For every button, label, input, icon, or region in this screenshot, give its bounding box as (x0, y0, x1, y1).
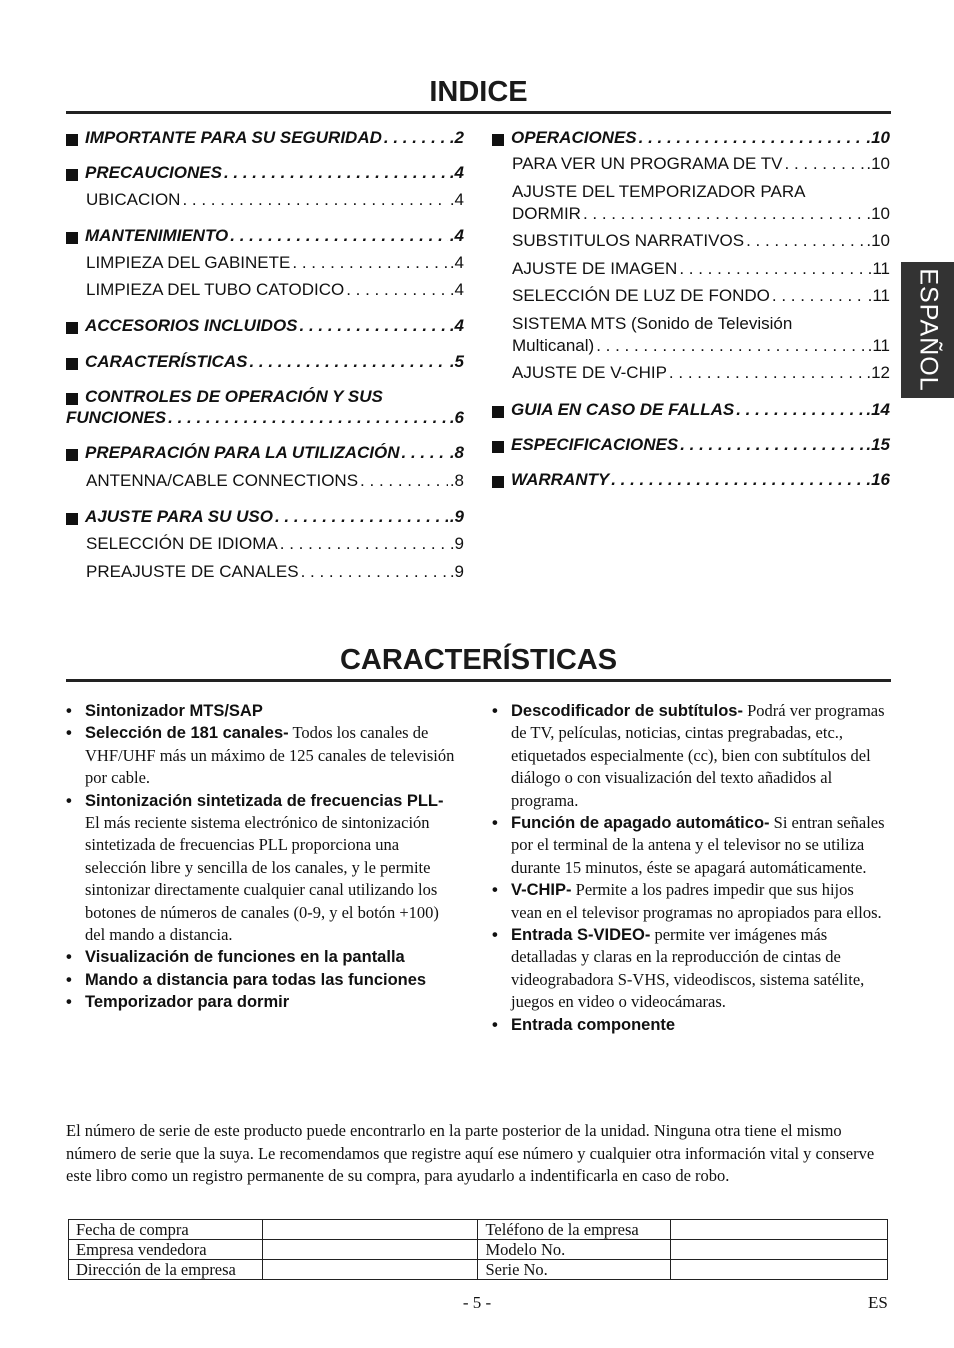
toc-entry-label: CARACTERÍSTICAS (85, 352, 248, 371)
feature-item (492, 879, 887, 924)
feature-description: Podrá ver programas de TV, películas, noticias, cintas pregrabadas, etc., etiquetados especialmente (cc), bien con subtítulos del diálogo o con visualización del texto añadidos al programa. (511, 701, 885, 810)
square-bullet-icon (492, 134, 504, 146)
toc-entry (512, 231, 890, 251)
toc-entry (66, 408, 464, 428)
toc-leader-dots (679, 259, 865, 279)
toc-leader-dots (596, 336, 865, 356)
toc-leader-dots (746, 231, 864, 251)
toc-entry-page: .8 (449, 471, 464, 490)
feature-description: Todos los canales de VHF/UHF más un máximo de 125 canales de televisión por cable. (85, 723, 455, 788)
toc-leader-dots (583, 204, 864, 224)
toc-leader-dots (346, 280, 448, 300)
toc-leader-dots (384, 128, 448, 148)
toc-entry-page: .4 (449, 253, 464, 272)
toc-leader-dots (736, 400, 864, 420)
toc-entry (86, 534, 464, 554)
language-code: ES (868, 1293, 888, 1312)
toc-entry-label: AJUSTE DEL TEMPORIZADOR PARA (512, 182, 806, 201)
toc-leader-dots (785, 154, 865, 174)
table-row (69, 1240, 888, 1260)
toc-entry-page: .16 (866, 470, 890, 489)
toc-entry-label: LIMPIEZA DEL GABINETE (86, 253, 291, 272)
toc-entry-page: .4 (449, 226, 464, 245)
bullet-icon: • (66, 970, 72, 989)
toc-entry-page: .10 (866, 204, 890, 223)
toc-entry-page: .12 (866, 363, 890, 382)
toc-entry-page: .9 (449, 507, 464, 526)
square-bullet-icon (66, 232, 78, 244)
bullet-icon: • (492, 881, 498, 900)
toc-entry-label: SISTEMA MTS (Sonido de Televisión (512, 314, 793, 333)
toc-entry (492, 435, 890, 455)
toc-leader-dots (182, 190, 447, 210)
toc-entry-label: UBICACION (86, 190, 181, 209)
record-label-cell: Dirección de la empresa (69, 1260, 263, 1280)
toc-entry-page: .10 (866, 231, 890, 250)
feature-title: Temporizador para dormir (85, 993, 290, 1012)
feature-item (66, 790, 461, 947)
bullet-icon: • (66, 724, 72, 743)
feature-item (66, 700, 461, 722)
table-row (69, 1260, 888, 1280)
serial-number-paragraph: El número de serie de este producto puede encontrarlo en la parte posterior de la unidad. Ninguna otra tiene el mismo número de serie que la suya. Le recomendamos que registre aquí ese número y cualquier otra información vital y conserve este libro como un registro permanente de su compra, para ayudarlo a indentificarla en caso de robo. (66, 1121, 875, 1185)
toc-entry (512, 363, 890, 383)
square-bullet-icon (66, 393, 78, 405)
toc-entry-page: .4 (449, 163, 464, 182)
feature-item (492, 812, 887, 879)
toc-leader-dots (669, 363, 864, 383)
toc-entry-page: .5 (449, 352, 464, 371)
feature-title: Mando a distancia para todas las funciones (85, 970, 427, 989)
feature-item (66, 946, 461, 968)
record-value-cell[interactable] (262, 1220, 478, 1240)
toc-leader-dots (639, 128, 865, 148)
toc-entry-label: GUIA EN CASO DE FALLAS (511, 400, 735, 419)
record-value-cell[interactable] (262, 1240, 478, 1260)
toc-leader-dots (224, 163, 448, 183)
toc-entry-page: .4 (449, 190, 464, 209)
toc-leader-dots (301, 562, 448, 582)
toc-leader-dots (611, 470, 864, 490)
language-side-tab-label: ESPAÑOL (914, 268, 942, 392)
caracteristicas-rule (66, 679, 891, 682)
toc-right-column (492, 0, 890, 600)
feature-title: Entrada componente (511, 1015, 676, 1034)
toc-entry-page: .14 (866, 400, 890, 419)
toc-entry (512, 314, 890, 334)
record-value-cell[interactable] (262, 1260, 478, 1280)
toc-entry-page: .6 (449, 408, 464, 427)
page-number: - 5 - (462, 1293, 492, 1312)
caracteristicas-title: CARACTERÍSTICAS (339, 644, 618, 676)
toc-entry (86, 562, 464, 582)
toc-entry-page: .15 (866, 435, 890, 454)
toc-entry-label: PRECAUCIONES (85, 163, 222, 182)
toc-entry-page: .10 (866, 128, 890, 147)
toc-entry-label: PARA VER UN PROGRAMA DE TV (512, 154, 783, 173)
toc-entry-label: SELECCIÓN DE IDIOMA (86, 534, 278, 553)
toc-entry-label: AJUSTE DE IMAGEN (512, 259, 678, 278)
indice-title: INDICE (429, 76, 528, 108)
toc-leader-dots (280, 534, 448, 554)
record-value-cell[interactable] (671, 1260, 888, 1280)
square-bullet-icon (66, 134, 78, 146)
square-bullet-icon (66, 358, 78, 370)
toc-leader-dots (360, 471, 448, 491)
feature-title: Función de apagado automático- (511, 814, 770, 833)
square-bullet-icon (492, 406, 504, 418)
toc-entry-page: .4 (449, 280, 464, 299)
toc-entry (86, 471, 464, 491)
square-bullet-icon (66, 169, 78, 181)
bullet-icon: • (492, 926, 498, 945)
toc-entry-label: AJUSTE DE V-CHIP (512, 363, 667, 382)
toc-entry (86, 280, 464, 300)
toc-entry-label: WARRANTY (511, 470, 610, 489)
language-side-tab (901, 262, 954, 398)
record-value-cell[interactable] (671, 1220, 888, 1240)
feature-description: El más reciente sistema electrónico de sintonización sintetizada de frecuencias PLL proporciona una selección libre y sencilla de los canales, y le permite sintonizar directamente cualquier canal utilizando los botones de números de canales (0-9, y el botón +100) del mando a distancia. (85, 813, 439, 945)
toc-leader-dots (230, 226, 448, 246)
toc-entry-label: SELECCIÓN DE LUZ DE FONDO (512, 286, 770, 305)
toc-entry (66, 352, 464, 372)
square-bullet-icon (492, 476, 504, 488)
toc-entry-page: .11 (867, 259, 890, 278)
toc-entry-page: .11 (867, 336, 890, 355)
feature-title: Descodificador de subtítulos- (511, 702, 743, 720)
bullet-icon: • (66, 948, 72, 967)
record-value-cell[interactable] (671, 1240, 888, 1260)
toc-entry (512, 286, 890, 306)
bullet-icon: • (492, 1015, 498, 1034)
feature-item (66, 969, 461, 991)
toc-entry-page: .9 (449, 534, 464, 553)
toc-entry (66, 128, 464, 148)
toc-leader-dots (402, 443, 448, 463)
bullet-icon: • (66, 791, 72, 810)
toc-entry (512, 154, 890, 174)
toc-entry-label: MANTENIMIENTO (85, 226, 229, 245)
toc-leader-dots (292, 253, 447, 273)
toc-entry-label: PREPARACIÓN PARA LA UTILIZACIÓN (85, 443, 400, 462)
toc-entry-page: .8 (449, 443, 464, 462)
feature-description: permite ver imágenes más detalladas y claras en la reproducción de cintas de videograbadora S-VHS, videodiscos, sistema satélite, juegos en video o videocámaras. (511, 925, 865, 1012)
toc-entry-page: .10 (866, 154, 890, 173)
toc-entry-label: LIMPIEZA DEL TUBO CATODICO (86, 280, 345, 299)
features-left-column (66, 700, 461, 1014)
feature-title: Entrada S-VIDEO- (511, 926, 651, 945)
toc-entry-label: ESPECIFICACIONES (511, 435, 679, 454)
toc-leader-dots (772, 286, 866, 306)
toc-entry (66, 163, 464, 183)
feature-description: Permite a los padres impedir que sus hijos vean en el televisor programas no apropiados para ellos. (511, 880, 882, 922)
toc-entry-label: ANTENNA/CABLE CONNECTIONS (86, 471, 359, 490)
feature-item (66, 991, 461, 1013)
toc-left-column (66, 0, 464, 600)
toc-entry-page: .2 (449, 128, 464, 147)
features-right-column (492, 700, 887, 1036)
toc-entry (86, 190, 464, 210)
square-bullet-icon (66, 513, 78, 525)
toc-entry (512, 336, 890, 356)
record-label-cell: Fecha de compra (69, 1220, 263, 1240)
toc-entry-label: Multicanal) (512, 336, 595, 355)
toc-leader-dots (249, 352, 447, 372)
toc-entry-page: .4 (449, 316, 464, 335)
toc-entry (492, 400, 890, 420)
toc-entry (66, 443, 464, 463)
toc-entry-page: .11 (867, 286, 890, 305)
toc-entry-label: OPERACIONES (511, 128, 637, 147)
record-label-cell: Modelo No. (478, 1240, 671, 1260)
feature-title: Sintonizador MTS/SAP (85, 702, 263, 720)
feature-item (66, 722, 461, 789)
toc-entry (492, 470, 890, 490)
toc-entry (512, 204, 890, 224)
toc-entry (66, 316, 464, 336)
purchase-record-table (68, 1219, 888, 1280)
feature-title: Sintonización sintetizada de frecuencias PLL- (85, 791, 444, 810)
square-bullet-icon (66, 449, 78, 461)
toc-entry-page: .9 (449, 562, 464, 581)
feature-item (492, 924, 887, 1014)
toc-entry-label: CONTROLES DE OPERACIÓN Y SUS (85, 387, 383, 406)
table-row (69, 1220, 888, 1240)
feature-item (492, 1014, 887, 1036)
feature-item (492, 700, 887, 812)
record-label-cell: Serie No. (478, 1260, 671, 1280)
toc-entry (66, 507, 464, 527)
record-label-cell: Teléfono de la empresa (478, 1220, 671, 1240)
toc-entry-label: ACCESORIOS INCLUIDOS (85, 316, 298, 335)
toc-entry (492, 128, 890, 148)
square-bullet-icon (492, 441, 504, 453)
bullet-icon: • (66, 993, 72, 1012)
toc-entry-label: SUBSTITULOS NARRATIVOS (512, 231, 745, 250)
record-label-cell: Empresa vendedora (69, 1240, 263, 1260)
feature-description: Si entran señales por el terminal de la antena y el televisor no se utiliza durante 15 minutos, éste se apagará automáticamente. (511, 813, 885, 877)
toc-entry-label: PREAJUSTE DE CANALES (86, 562, 299, 581)
toc-entry (86, 253, 464, 273)
toc-entry (66, 226, 464, 246)
bullet-icon: • (492, 814, 498, 833)
bullet-icon: • (492, 702, 498, 720)
toc-leader-dots (275, 507, 448, 527)
toc-entry (66, 387, 464, 407)
toc-leader-dots (680, 435, 864, 455)
toc-entry (512, 182, 890, 202)
feature-title: Selección de 181 canales- (85, 724, 289, 743)
toc-leader-dots (300, 316, 448, 336)
toc-entry-label: IMPORTANTE PARA SU SEGURIDAD (85, 128, 382, 147)
square-bullet-icon (66, 322, 78, 334)
toc-entry-label: DORMIR (512, 204, 581, 223)
toc-entry (512, 259, 890, 279)
feature-title: Visualización de funciones en la pantalla (85, 948, 405, 967)
toc-leader-dots (168, 408, 448, 428)
toc-entry-label: FUNCIONES (66, 408, 167, 427)
bullet-icon: • (66, 702, 72, 720)
toc-entry-label: AJUSTE PARA SU USO (85, 507, 273, 526)
feature-title: V-CHIP- (511, 881, 572, 900)
